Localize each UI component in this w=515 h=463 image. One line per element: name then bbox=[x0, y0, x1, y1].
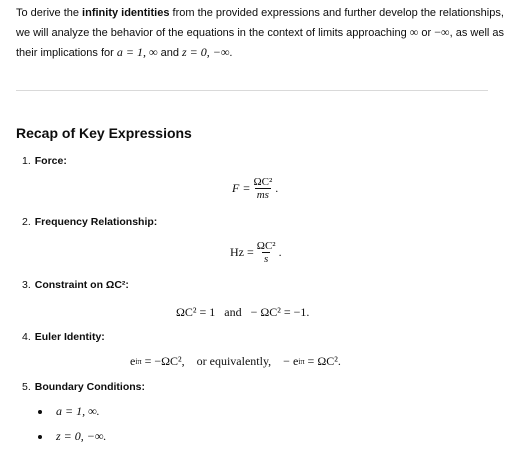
list-item-force bbox=[22, 155, 67, 167]
bullet-text: a = 1, ∞. bbox=[56, 404, 100, 418]
intro-math: a = 1, ∞ bbox=[116, 45, 158, 59]
fraction bbox=[252, 176, 273, 201]
denominator: s bbox=[264, 253, 269, 265]
constraint-equation bbox=[176, 305, 309, 320]
intro-text: from the provided expressions and further develop the relationships, we will analyze the behavior of the equations in the context of limits approaching bbox=[16, 7, 504, 39]
euler-exponent: iπ bbox=[298, 357, 305, 366]
euler-middle: = −ΩC², or equivalently, − bbox=[141, 354, 293, 368]
intro-math: ∞ bbox=[409, 25, 419, 39]
item-number: 3. bbox=[22, 279, 31, 291]
intro-math: −∞ bbox=[434, 25, 450, 39]
item-number: 5. bbox=[22, 381, 31, 393]
bullet-item bbox=[38, 429, 106, 444]
numerator: ΩC² bbox=[256, 240, 276, 252]
item-label: Euler Identity: bbox=[34, 331, 105, 343]
intro-text: and bbox=[157, 47, 182, 59]
denominator: ms bbox=[256, 189, 269, 201]
list-item-frequency bbox=[22, 216, 157, 228]
bullet-text: z = 0, −∞. bbox=[56, 429, 107, 443]
intro-text: , as well as their implications for bbox=[16, 27, 505, 59]
numerator: ΩC² bbox=[253, 176, 273, 188]
item-label: Constraint on ΩC²: bbox=[34, 279, 129, 291]
fraction bbox=[256, 240, 277, 265]
section-heading: Recap of Key Expressions bbox=[16, 125, 192, 141]
intro-paragraph bbox=[16, 4, 504, 63]
list-item-euler bbox=[22, 331, 105, 343]
euler-exponent: iπ bbox=[135, 357, 142, 366]
intro-bold: infinity identities bbox=[82, 7, 170, 19]
constraint-text: ΩC² = 1 and − ΩC² = −1. bbox=[176, 305, 310, 319]
item-label: Force: bbox=[34, 155, 67, 167]
item-number: 4. bbox=[22, 331, 31, 343]
item-label: Frequency Relationship: bbox=[34, 216, 158, 228]
bullet-dot-icon bbox=[38, 410, 42, 414]
list-item-boundary bbox=[22, 381, 145, 393]
intro-text: . bbox=[229, 47, 233, 59]
item-label: Boundary Conditions: bbox=[34, 381, 146, 393]
frequency-equation bbox=[230, 240, 282, 265]
eq-lhs: F = bbox=[232, 181, 251, 195]
intro-text: or bbox=[418, 27, 435, 39]
euler-equation bbox=[130, 354, 341, 369]
bullet-dot-icon bbox=[38, 435, 42, 439]
item-number: 1. bbox=[22, 155, 31, 167]
eq-tail: . bbox=[278, 245, 282, 259]
section-divider bbox=[16, 90, 488, 91]
bullet-item bbox=[38, 404, 100, 419]
item-number: 2. bbox=[22, 216, 31, 228]
intro-math: z = 0, −∞ bbox=[182, 45, 230, 59]
list-item-constraint bbox=[22, 279, 129, 291]
euler-base: e bbox=[130, 354, 136, 368]
force-equation bbox=[232, 176, 278, 201]
euler-base: e bbox=[292, 354, 299, 368]
eq-tail: . bbox=[275, 181, 279, 195]
euler-end: = ΩC². bbox=[304, 354, 341, 368]
intro-text: To derive the bbox=[16, 7, 83, 19]
eq-lhs: Hz = bbox=[230, 245, 254, 259]
